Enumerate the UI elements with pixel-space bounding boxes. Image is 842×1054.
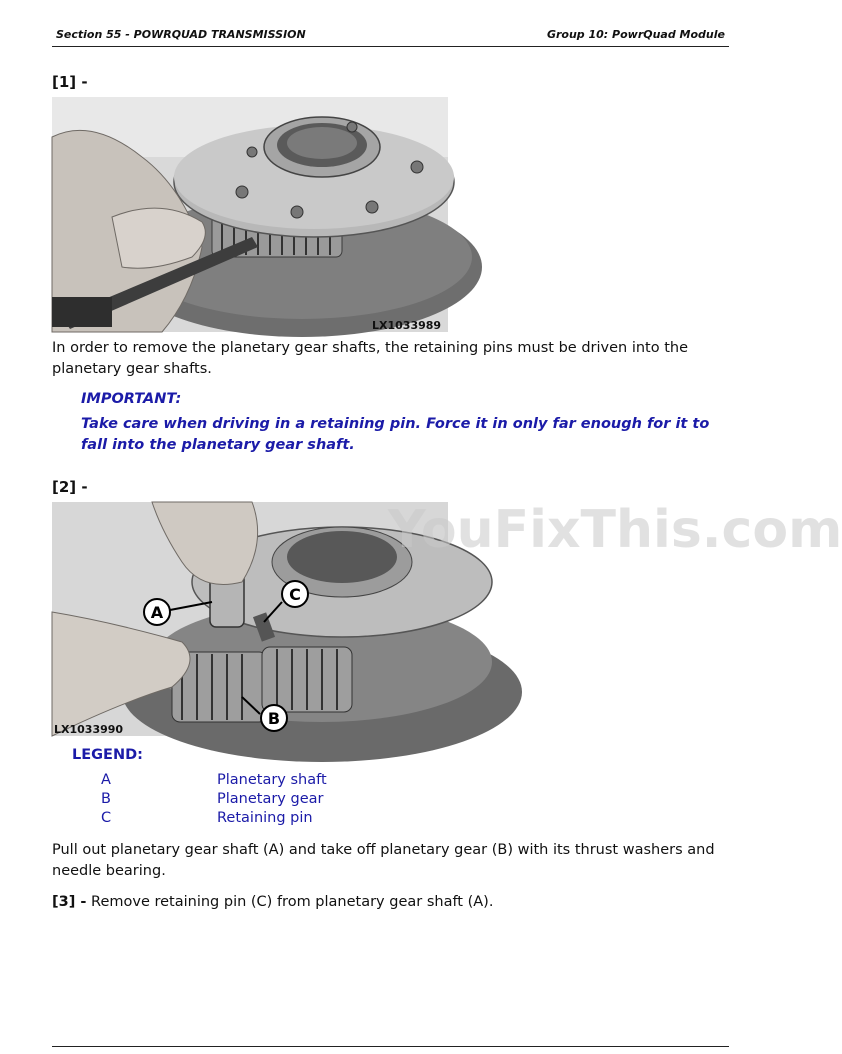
step-1-text: In order to remove the planetary gear shafts, the retaining pins must be driven into the planetary gear shafts. (52, 340, 689, 377)
step-3-text: Remove retaining pin (C) from planetary gear shaft (A). (91, 894, 494, 910)
step-3-label: [3] - (52, 894, 87, 910)
step-1-photo (52, 97, 448, 332)
step-2-text: Pull out planetary gear shaft (A) and take off planetary gear (B) with its thrust washers and needle bearing. (52, 842, 715, 879)
footer-rule (52, 1046, 729, 1047)
step-3-paragraph (52, 892, 732, 913)
step-2-label: [2] - (52, 478, 88, 496)
page-header (52, 24, 729, 47)
callout-a: A (150, 603, 164, 622)
group-title: Group 10: PowrQuad Module (546, 28, 725, 41)
important-title: IMPORTANT: (81, 391, 182, 407)
important-text: Take care when driving in a retaining pin. Force it in only far enough for it to fall into the planetary gear shaft. (81, 416, 710, 453)
legend-key-a: A (101, 772, 111, 788)
step-2-image-code: LX1033990 (54, 723, 124, 736)
legend-value-b: Planetary gear (217, 791, 324, 807)
callout-b: B (267, 709, 281, 728)
legend-key-b: B (101, 791, 111, 807)
legend-title: LEGEND: (72, 747, 143, 763)
legend-value-a: Planetary shaft (217, 772, 327, 788)
step-1-image-code: LX1033989 (372, 319, 442, 332)
legend-value-c: Retaining pin (217, 810, 313, 826)
watermark: YouFixThis.com (388, 500, 842, 560)
step-1-label: [1] - (52, 73, 88, 91)
callout-c: C (289, 585, 301, 604)
legend-key-c: C (101, 810, 112, 826)
section-title: Section 55 - POWRQUAD TRANSMISSION (56, 28, 306, 41)
